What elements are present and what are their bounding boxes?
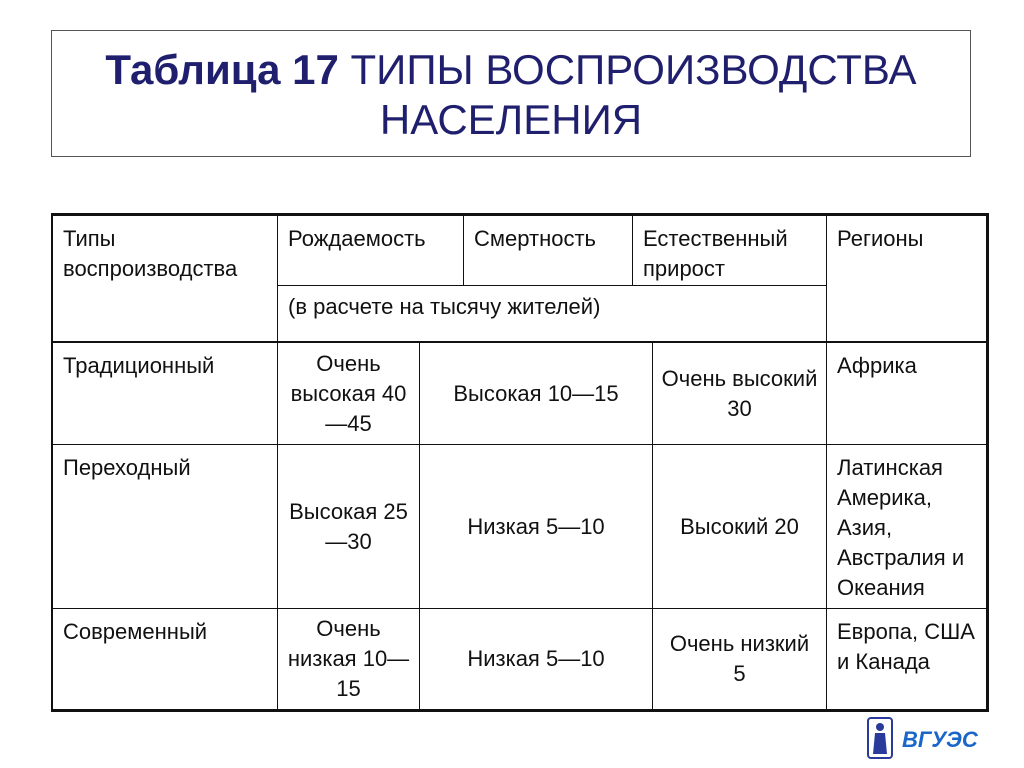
row-2-growth: Высокий 20 <box>680 513 799 539</box>
table-border-bottom <box>51 709 989 712</box>
row-1-type: Традиционный <box>63 353 215 378</box>
row-2-regions: Латинская Америка, Азия, Австралия и Океания <box>837 455 965 600</box>
title-line-1 <box>52 45 970 95</box>
logo-figure-head <box>876 723 884 731</box>
row-3-birth: Очень низкая 10—15 <box>287 616 410 701</box>
header-death: Смертность <box>474 226 596 251</box>
row-1-birth: Очень высокая 40—45 <box>290 350 407 436</box>
row-3-regions: Европа, США и Канада <box>837 619 975 674</box>
title-bold: Таблица 17 <box>105 46 339 93</box>
row-1-death: Высокая 10—15 <box>453 380 619 406</box>
row-2-death: Низкая 5—10 <box>467 513 605 539</box>
header-regions: Регионы <box>837 226 924 251</box>
row-3-death: Низкая 5—10 <box>467 646 605 671</box>
row-2-type: Переходный <box>63 455 191 480</box>
row-1-regions: Африка <box>837 353 917 378</box>
row-1-growth: Очень высокий 30 <box>661 365 818 421</box>
population-table <box>51 213 989 712</box>
row-3-type: Современный <box>63 619 208 644</box>
title-rest: ТИПЫ ВОСПРОИЗВОДСТВА <box>350 46 917 93</box>
vguess-logo-svg <box>866 716 984 760</box>
header-type: Типы воспроизводства <box>63 226 238 281</box>
logo-text: ВГУЭС <box>902 727 978 752</box>
row-3-growth: Очень низкий 5 <box>669 631 810 686</box>
header-unit-note: (в расчете на тысячу жителей) <box>288 294 601 319</box>
header-birth: Рождаемость <box>288 226 426 251</box>
row-2-birth: Высокая 25—30 <box>289 498 408 554</box>
table-border-right <box>986 213 989 712</box>
vguess-logo <box>866 716 984 760</box>
title-box <box>51 30 971 157</box>
header-growth: Естественный прирост <box>643 226 788 281</box>
logo-figure-body <box>873 733 887 754</box>
title-line-2: НАСЕЛЕНИЯ <box>379 96 643 143</box>
